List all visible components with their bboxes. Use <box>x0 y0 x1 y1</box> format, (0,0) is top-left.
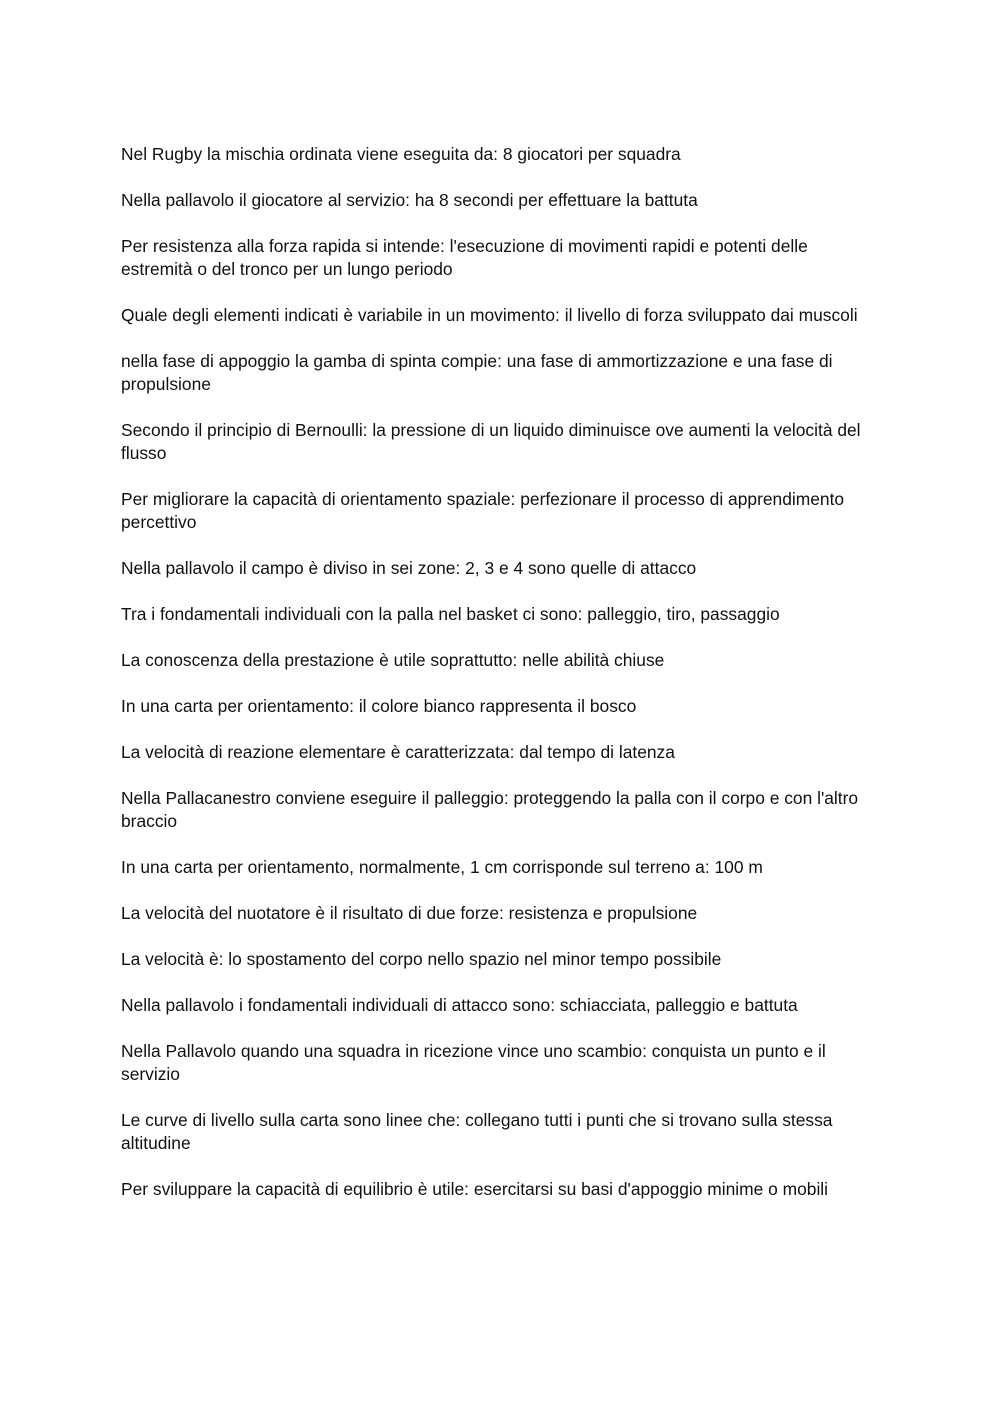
qa-item: La velocità di reazione elementare è caratterizzata: dal tempo di latenza <box>121 742 675 762</box>
qa-item: Per resistenza alla forza rapida si intende: l'esecuzione di movimenti rapidi e potenti delle estremità o del tronco per un lungo periodo <box>121 236 808 279</box>
qa-item: La conoscenza della prestazione è utile soprattutto: nelle abilità chiuse <box>121 650 665 670</box>
qa-item: La velocità è: lo spostamento del corpo nello spazio nel minor tempo possibile <box>121 949 722 969</box>
qa-item: Le curve di livello sulla carta sono linee che: collegano tutti i punti che si trovano sulla stessa altitudine <box>121 1110 833 1153</box>
document-body <box>121 143 881 1224</box>
qa-item: Per sviluppare la capacità di equilibrio è utile: esercitarsi su basi d'appoggio minime o mobili <box>121 1179 829 1199</box>
qa-item: In una carta per orientamento: il colore bianco rappresenta il bosco <box>121 696 637 716</box>
qa-item: Per migliorare la capacità di orientamento spaziale: perfezionare il processo di apprendimento percettivo <box>121 489 845 532</box>
qa-item: Nella pallavolo il campo è diviso in sei zone: 2, 3 e 4 sono quelle di attacco <box>121 558 697 578</box>
qa-item: Nella pallavolo il giocatore al servizio: ha 8 secondi per effettuare la battuta <box>121 190 698 210</box>
qa-item: Quale degli elementi indicati è variabile in un movimento: il livello di forza sviluppato dai muscoli <box>121 305 858 325</box>
qa-item: Nella Pallacanestro conviene eseguire il palleggio: proteggendo la palla con il corpo e con l'altro braccio <box>121 788 859 831</box>
qa-item: Nel Rugby la mischia ordinata viene eseguita da: 8 giocatori per squadra <box>121 144 681 164</box>
qa-item: Tra i fondamentali individuali con la palla nel basket ci sono: palleggio, tiro, passaggio <box>121 604 780 624</box>
qa-item: In una carta per orientamento, normalmente, 1 cm corrisponde sul terreno a: 100 m <box>121 857 763 877</box>
qa-item: nella fase di appoggio la gamba di spinta compie: una fase di ammortizzazione e una fase di propulsione <box>121 351 833 394</box>
qa-item: Secondo il principio di Bernoulli: la pressione di un liquido diminuisce ove aumenti la velocità del flusso <box>121 420 861 463</box>
qa-item: La velocità del nuotatore è il risultato di due forze: resistenza e propulsione <box>121 903 698 923</box>
qa-item: Nella Pallavolo quando una squadra in ricezione vince uno scambio: conquista un punto e il servizio <box>121 1041 826 1084</box>
qa-item: Nella pallavolo i fondamentali individuali di attacco sono: schiacciata, palleggio e battuta <box>121 995 798 1015</box>
